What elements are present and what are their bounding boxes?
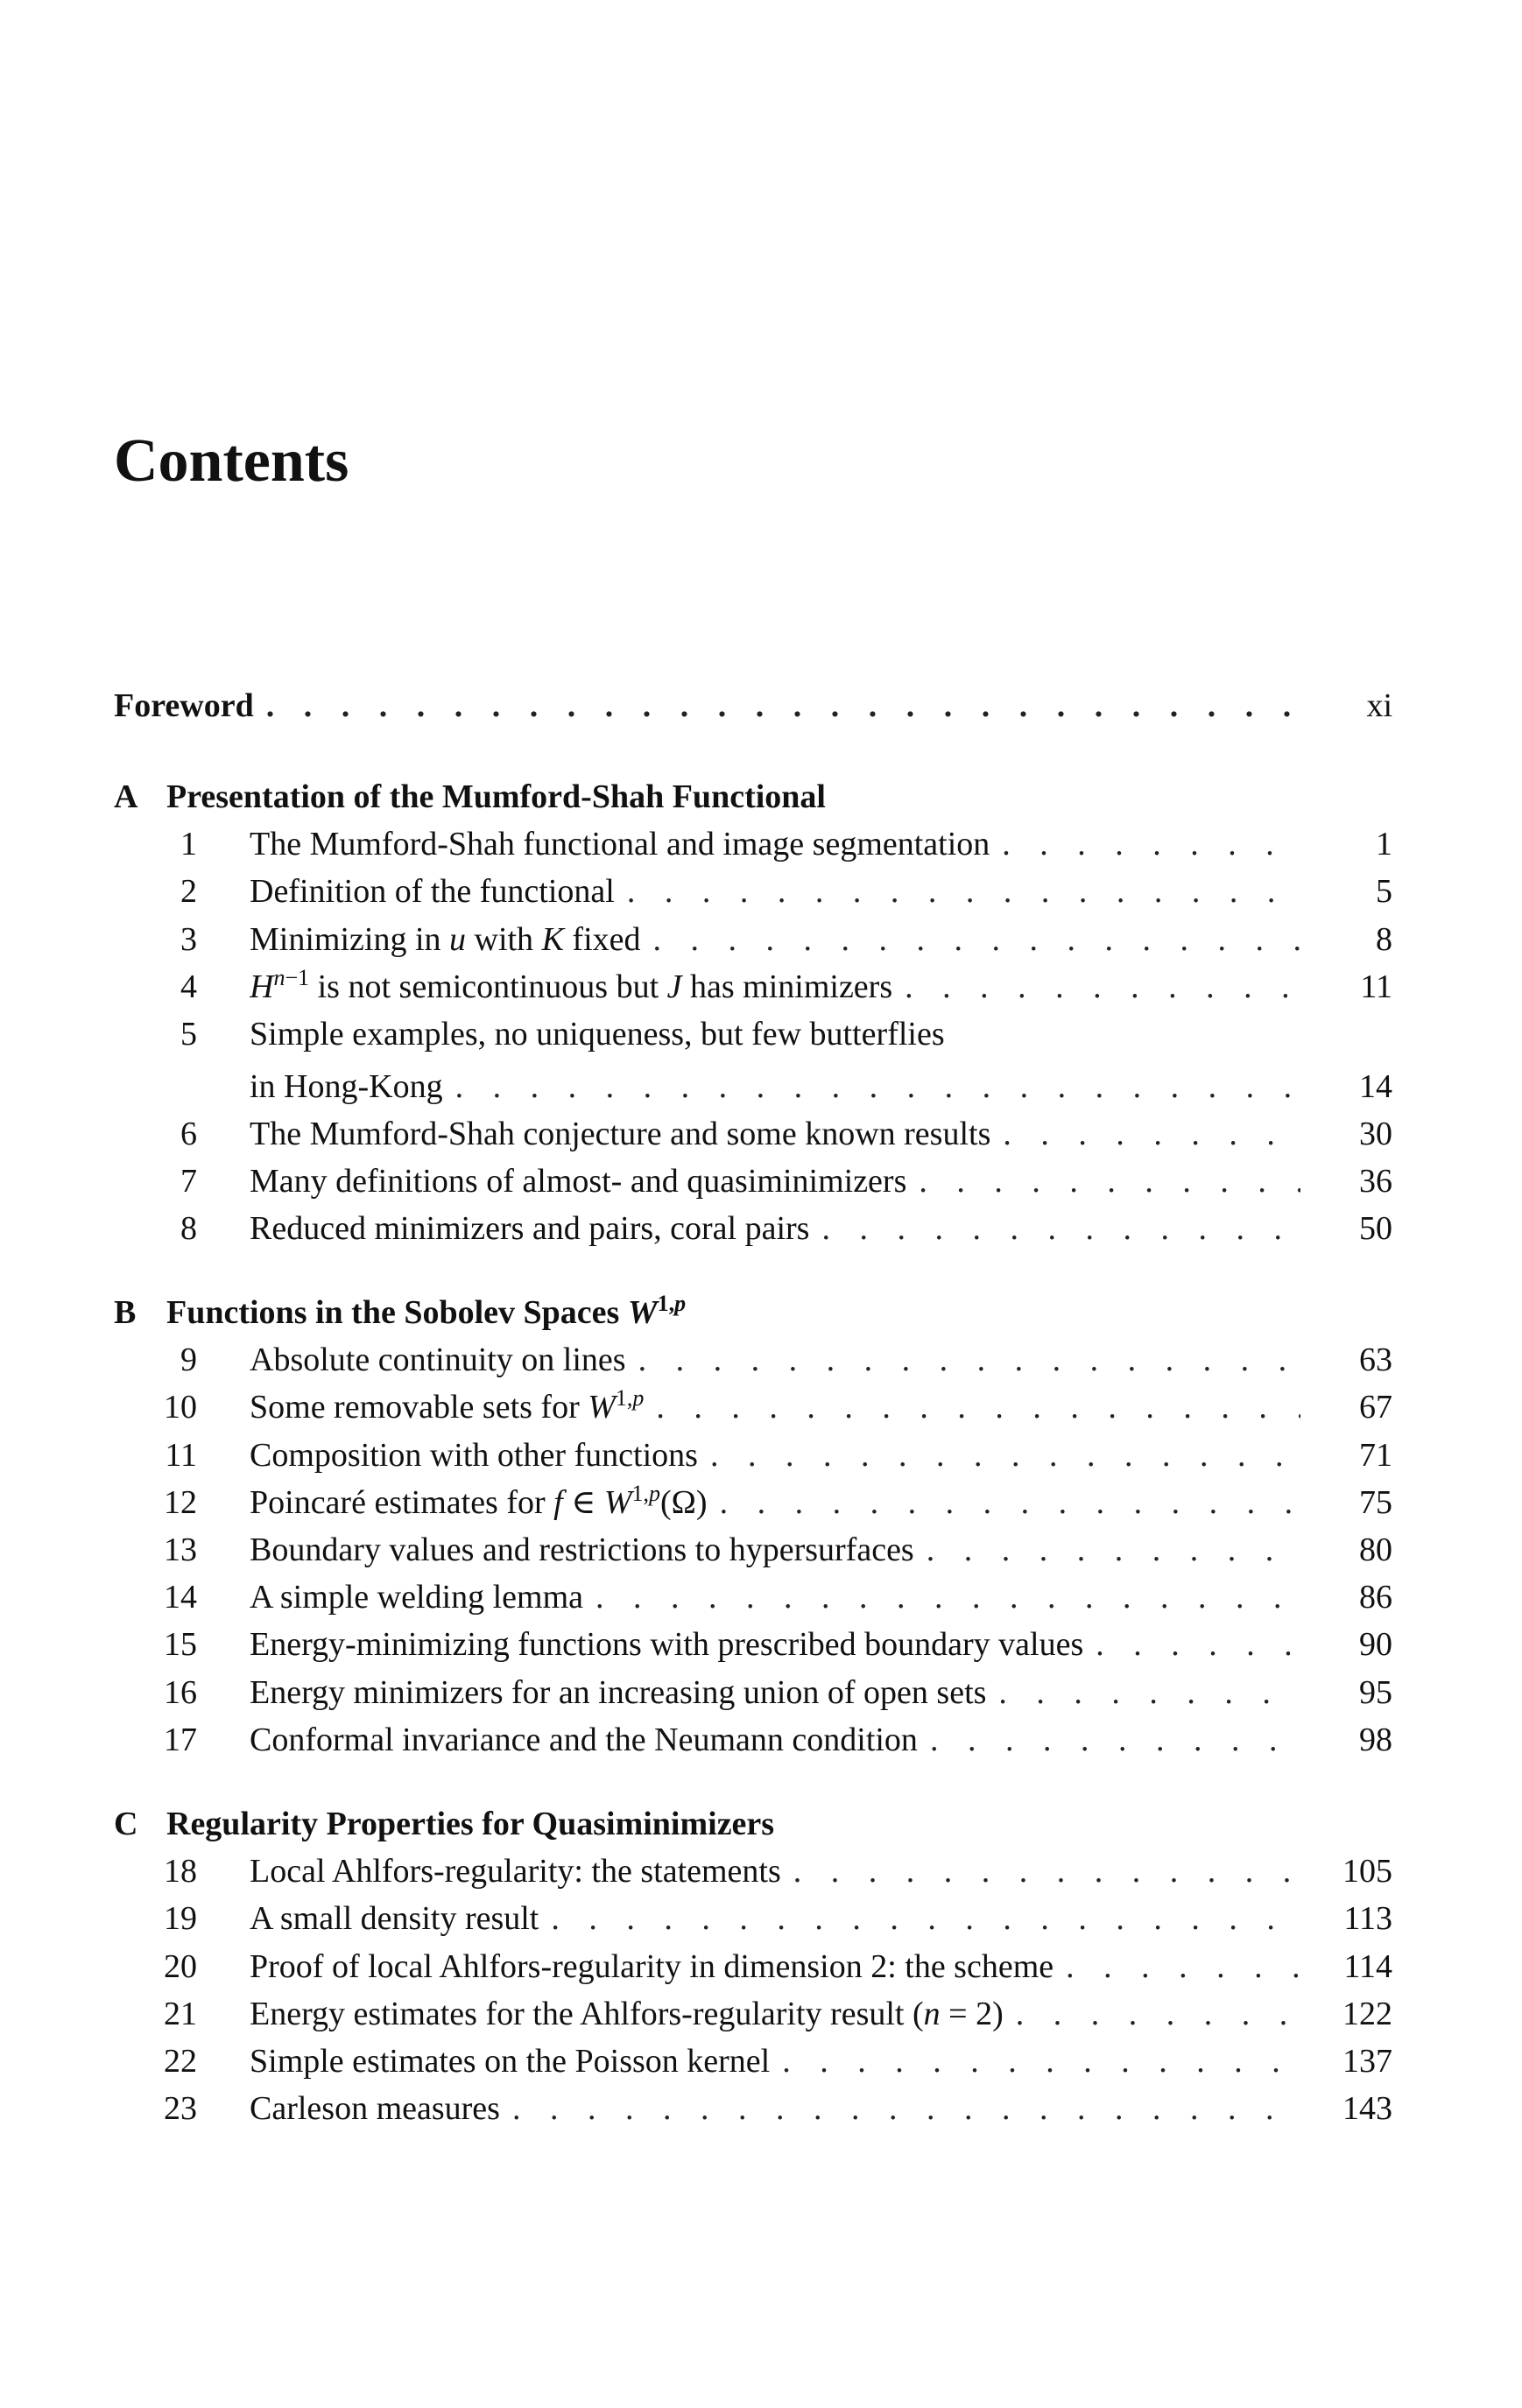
page-number: 8 bbox=[1376, 920, 1392, 958]
foreword-title: Foreword bbox=[114, 687, 254, 724]
entry-title: Energy minimizers for an increasing union of open sets bbox=[250, 1673, 987, 1711]
toc-page bbox=[114, 0, 1392, 2408]
entry-text bbox=[250, 964, 1300, 1010]
entry-title: Boundary values and restrictions to hypersurfaces bbox=[250, 1531, 914, 1568]
leader-dots bbox=[512, 2086, 1300, 2131]
page-number: 143 bbox=[1342, 2090, 1392, 2128]
leader-dots bbox=[627, 869, 1300, 914]
leader-dots bbox=[927, 1527, 1300, 1573]
page-number: 90 bbox=[1359, 1626, 1392, 1664]
toc-entry-1[interactable] bbox=[114, 821, 1392, 867]
leader-dots bbox=[710, 1433, 1300, 1478]
entry-title: Minimizing in u with K fixed bbox=[250, 920, 641, 958]
entry-text bbox=[250, 1384, 1300, 1430]
page-number: 50 bbox=[1359, 1210, 1392, 1248]
entry-text bbox=[250, 1717, 1300, 1763]
entry-text bbox=[250, 917, 1300, 962]
page-number: 113 bbox=[1343, 1900, 1392, 1938]
foreword-text bbox=[114, 683, 1300, 729]
leader-dots bbox=[638, 1337, 1300, 1383]
leader-dots bbox=[551, 1896, 1300, 1941]
section-letter: C bbox=[114, 1806, 138, 1842]
page-number: 14 bbox=[1359, 1067, 1392, 1105]
leader-dots bbox=[998, 1670, 1300, 1715]
leader-dots bbox=[1016, 1991, 1300, 2037]
page-number: 36 bbox=[1359, 1163, 1392, 1200]
entry-title: Poincaré estimates for f ∈ W$^{1,p}$(Ω) bbox=[250, 1480, 708, 1521]
entry-text bbox=[250, 869, 1300, 914]
section-letter: B bbox=[114, 1294, 137, 1331]
entry-text bbox=[250, 1480, 1300, 1525]
section-text bbox=[166, 1801, 1300, 1847]
toc-entry-5[interactable] bbox=[114, 1011, 1392, 1057]
section-letter: A bbox=[114, 778, 138, 815]
page-number: 63 bbox=[1359, 1341, 1392, 1379]
entry-title: Energy estimates for the Ahlfors-regularity result (n = 2) bbox=[250, 1995, 1004, 2032]
entry-number: 23 bbox=[164, 2090, 197, 2128]
entry-number: 13 bbox=[164, 1531, 197, 1568]
entry-number: 17 bbox=[164, 1721, 197, 1758]
entry-title: Reduced minimizers and pairs, coral pairs bbox=[250, 1210, 810, 1248]
toc-foreword[interactable] bbox=[114, 683, 1392, 729]
entry-title: Some removable sets for W$^{1,p}$ bbox=[250, 1385, 645, 1426]
entry-number: 5 bbox=[180, 1016, 197, 1053]
entry-text bbox=[250, 1944, 1300, 1989]
toc-entry-3[interactable] bbox=[114, 917, 1392, 962]
entry-number: 10 bbox=[164, 1389, 197, 1426]
entry-number: 1 bbox=[180, 826, 197, 863]
entry-title: Simple examples, no uniqueness, but few butterflies bbox=[250, 1016, 945, 1053]
entry-number: 16 bbox=[164, 1673, 197, 1711]
toc-entry-21[interactable] bbox=[114, 1991, 1392, 2037]
page-number: 137 bbox=[1342, 2043, 1392, 2080]
section-text bbox=[166, 1290, 1300, 1335]
toc-entry-18[interactable] bbox=[114, 1848, 1392, 1894]
entry-number: 15 bbox=[164, 1626, 197, 1664]
entry-title: Definition of the functional bbox=[250, 873, 615, 911]
toc-entry-14[interactable] bbox=[114, 1574, 1392, 1620]
leader-dots bbox=[905, 964, 1300, 1010]
entry-number: 12 bbox=[164, 1483, 197, 1521]
entry-text bbox=[250, 1111, 1300, 1157]
page-number: 5 bbox=[1376, 873, 1392, 911]
section-title: Functions in the Sobolev Spaces W$^{1,p}$ bbox=[166, 1291, 687, 1331]
leader-dots bbox=[782, 2038, 1300, 2084]
toc-entry-20[interactable] bbox=[114, 1944, 1392, 1989]
page-number: 67 bbox=[1359, 1389, 1392, 1426]
leader-dots bbox=[656, 1384, 1300, 1430]
entry-number: 8 bbox=[180, 1210, 197, 1248]
entry-text bbox=[250, 1064, 1300, 1109]
entry-number: 21 bbox=[164, 1995, 197, 2032]
entry-title: A small density result bbox=[250, 1900, 539, 1938]
entry-number: 14 bbox=[164, 1579, 197, 1616]
toc-entry-11[interactable] bbox=[114, 1433, 1392, 1478]
toc-entry-7[interactable] bbox=[114, 1158, 1392, 1204]
leader-dots bbox=[930, 1717, 1300, 1763]
page-number: 105 bbox=[1342, 1853, 1392, 1890]
toc-entry-23[interactable] bbox=[114, 2086, 1392, 2131]
entry-title: in Hong-Kong bbox=[250, 1067, 443, 1105]
page-number: 86 bbox=[1359, 1579, 1392, 1616]
entry-title: Local Ahlfors-regularity: the statements bbox=[250, 1853, 781, 1890]
entry-title: The Mumford-Shah functional and image segmentation bbox=[250, 826, 990, 863]
entry-text bbox=[250, 821, 1300, 867]
page-number: 122 bbox=[1342, 1995, 1392, 2032]
leader-dots bbox=[595, 1574, 1300, 1620]
toc-entry-19[interactable] bbox=[114, 1896, 1392, 1941]
page-number: 98 bbox=[1359, 1721, 1392, 1758]
toc-entry-6[interactable] bbox=[114, 1111, 1392, 1157]
leader-dots bbox=[720, 1480, 1300, 1525]
entry-title: Absolute continuity on lines bbox=[250, 1341, 626, 1379]
leader-dots bbox=[1002, 821, 1300, 867]
entry-title: Proof of local Ahlfors-regularity in dimension 2: the scheme bbox=[250, 1947, 1054, 1985]
entry-number: 2 bbox=[180, 873, 197, 911]
entry-title: Energy-minimizing functions with prescribed boundary values bbox=[250, 1626, 1084, 1664]
toc-entry-9[interactable] bbox=[114, 1337, 1392, 1383]
leader-dots bbox=[266, 683, 1300, 729]
entry-text bbox=[250, 2086, 1300, 2131]
entry-title: Many definitions of almost- and quasiminimizers bbox=[250, 1163, 907, 1200]
page-number: 95 bbox=[1359, 1673, 1392, 1711]
page-number: 30 bbox=[1359, 1115, 1392, 1152]
leader-dots bbox=[821, 1206, 1300, 1251]
entry-number: 18 bbox=[164, 1853, 197, 1890]
toc-entry-17[interactable] bbox=[114, 1717, 1392, 1763]
entry-text bbox=[250, 2038, 1300, 2084]
entry-title: Carleson measures bbox=[250, 2090, 500, 2128]
entry-title: Conformal invariance and the Neumann condition bbox=[250, 1721, 918, 1758]
toc-entry-22[interactable] bbox=[114, 2038, 1392, 2084]
leader-dots bbox=[919, 1158, 1300, 1204]
page-number: 80 bbox=[1359, 1531, 1392, 1568]
toc-entry-5-continued[interactable] bbox=[114, 1064, 1392, 1109]
entry-text bbox=[250, 1158, 1300, 1204]
toc-entry-4[interactable] bbox=[114, 964, 1392, 1010]
toc-entry-2[interactable] bbox=[114, 869, 1392, 914]
entry-title: A simple welding lemma bbox=[250, 1579, 584, 1616]
section-heading-a[interactable] bbox=[114, 774, 1392, 820]
page-number: 114 bbox=[1343, 1947, 1392, 1985]
entry-title: $H^{n-1}$ is not semicontinuous but J has minimizers bbox=[250, 964, 893, 1005]
entry-text bbox=[250, 1433, 1300, 1478]
leader-dots bbox=[455, 1064, 1300, 1109]
section-heading-b[interactable] bbox=[114, 1290, 1392, 1335]
entry-text bbox=[250, 1527, 1300, 1573]
leader-dots bbox=[1096, 1622, 1300, 1667]
leader-dots bbox=[653, 917, 1301, 962]
entry-title: Simple estimates on the Poisson kernel bbox=[250, 2043, 771, 2080]
toc-entry-16[interactable] bbox=[114, 1670, 1392, 1715]
entry-number: 6 bbox=[180, 1115, 197, 1152]
entry-text bbox=[250, 1206, 1300, 1251]
toc-entry-15[interactable] bbox=[114, 1622, 1392, 1667]
page-number: 75 bbox=[1359, 1483, 1392, 1521]
entry-number: 11 bbox=[165, 1436, 197, 1474]
section-title: Regularity Properties for Quasiminimizers bbox=[166, 1806, 775, 1842]
entry-number: 9 bbox=[180, 1341, 197, 1379]
leader-dots bbox=[1066, 1944, 1300, 1989]
entry-number: 19 bbox=[164, 1900, 197, 1938]
toc-entry-12[interactable] bbox=[114, 1480, 1392, 1525]
section-text bbox=[166, 774, 1300, 820]
entry-text bbox=[250, 1848, 1300, 1894]
entry-number: 20 bbox=[164, 1947, 197, 1985]
page-number: xi bbox=[1366, 687, 1392, 724]
leader-dots bbox=[793, 1848, 1300, 1894]
entry-title: Composition with other functions bbox=[250, 1436, 698, 1474]
toc-entry-13[interactable] bbox=[114, 1527, 1392, 1573]
page-number: 71 bbox=[1359, 1436, 1392, 1474]
entry-number: 3 bbox=[180, 920, 197, 958]
toc-entry-8[interactable] bbox=[114, 1206, 1392, 1251]
entry-text bbox=[250, 1991, 1300, 2037]
entry-number: 22 bbox=[164, 2043, 197, 2080]
page-title: Contents bbox=[114, 427, 349, 495]
entry-text bbox=[250, 1011, 1300, 1057]
entry-text bbox=[250, 1670, 1300, 1715]
entry-text bbox=[250, 1337, 1300, 1383]
entry-title: The Mumford-Shah conjecture and some known results bbox=[250, 1115, 991, 1152]
entry-number: 4 bbox=[180, 968, 197, 1005]
section-heading-c[interactable] bbox=[114, 1801, 1392, 1847]
page-number: 1 bbox=[1376, 826, 1392, 863]
entry-text bbox=[250, 1574, 1300, 1620]
entry-number: 7 bbox=[180, 1163, 197, 1200]
page-number: 11 bbox=[1360, 968, 1392, 1005]
leader-dots bbox=[1003, 1111, 1300, 1157]
section-title: Presentation of the Mumford-Shah Functional bbox=[166, 778, 826, 815]
entry-text bbox=[250, 1622, 1300, 1667]
entry-text bbox=[250, 1896, 1300, 1941]
toc-entry-10[interactable] bbox=[114, 1384, 1392, 1430]
